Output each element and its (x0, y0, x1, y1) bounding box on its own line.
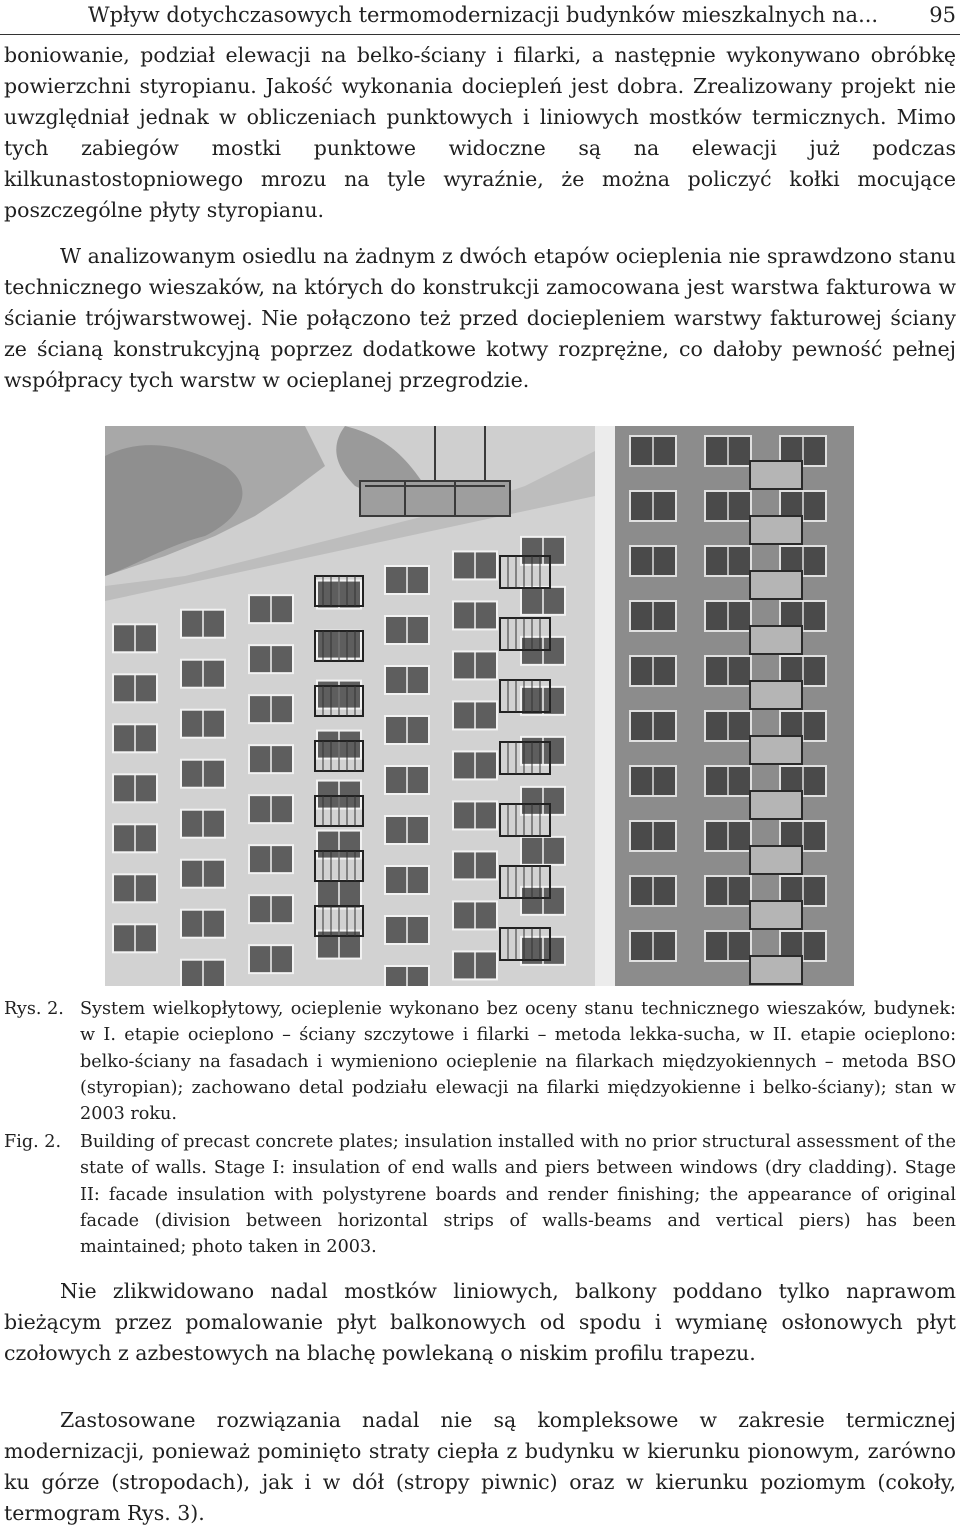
figure-caption-pl (4, 996, 956, 1127)
page-number: 95 (929, 3, 956, 27)
figure-photo-building (105, 426, 854, 986)
paragraph-2: W analizowanym osiedlu na żadnym z dwóch etapów ocieplenia nie sprawdzono stanu technicznego wieszaków, na których do konstrukcji zamocowana jest warstwa fakturowa w ścianie trójwarstwowej. Nie połączono też przed dociepleniem warstwy fakturowej ściany ze ścianą konstrukcyjną poprzez dodatkowe kotwy rozprężne, co dałoby pewność pełnej współpracy tych warstw w ocieplanej przegrodzie. (4, 244, 956, 392)
running-title: Wpływ dotychczasowych termomodernizacji budynków mieszkalnych na... (88, 3, 879, 27)
caption-label-pl: Rys. 2. (4, 999, 64, 1019)
building-photo (105, 426, 854, 986)
figure-caption-en (4, 1129, 956, 1260)
paragraph-4: Zastosowane rozwiązania nadal nie są kompleksowe w zakresie termicznej modernizacji, ponieważ pominięto straty ciepła z budynku w kierunku pionowym, zarówno ku górze (stropodach), jak i w dół (stropy piwnic) oraz w kierunku poziomym (cokoły, termogram Rys. 3). (4, 1408, 956, 1525)
caption-text-pl: System wielkopłytowy, ocieplenie wykonano bez oceny stanu technicznego wieszaków, budynek: w I. etapie ocieplono – ściany szczytowe i filarki – metoda lekka-sucha, w II. etapie ocieplono: belko-ściany na fasadach i wymieniono ocieplenie na filarkach międzyokiennych – metoda BSO (styropian); zachowano detal podziału elewacji na filarki międzyokienne i belko-ściany); stan w 2003 roku. (80, 999, 956, 1125)
caption-label-en: Fig. 2. (4, 1132, 62, 1152)
running-header (0, 0, 960, 35)
caption-text-en: Building of precast concrete plates; insulation installed with no prior structural assessment of the state of walls. Stage I: insulation of end walls and piers between windows (dry cladding). Stage II: facade insulation with polystyrene boards and render finishing; the appearance of original facade (division between horizontal strips of walls-beams and vertical piers) has been maintained; photo taken in 2003. (80, 1132, 956, 1258)
paragraph-1: boniowanie, podział elewacji na belko-ściany i filarki, a następnie wykonywano obróbkę powierzchni styropianu. Jakość wykonania dociepleń jest dobra. Zrealizowany projekt nie uwzględniał jednak w obliczeniach punktowych i liniowych mostków termicznych. Mimo tych zabiegów mostki punktowe widoczne są na elewacji już podczas kilkunastostopniowego mrozu na tyle wyraźnie, że można policzyć kołki mocujące poszczególne płyty styropianu. (4, 43, 956, 222)
paragraph-3: Nie zlikwidowano nadal mostków liniowych, balkony poddano tylko naprawom bieżącym przez pomalowanie płyt balkonowych od spodu i wymianę osłonowych płyt czołowych z azbestowych na blachę powlekaną o niskim profilu trapezu. (4, 1279, 956, 1365)
